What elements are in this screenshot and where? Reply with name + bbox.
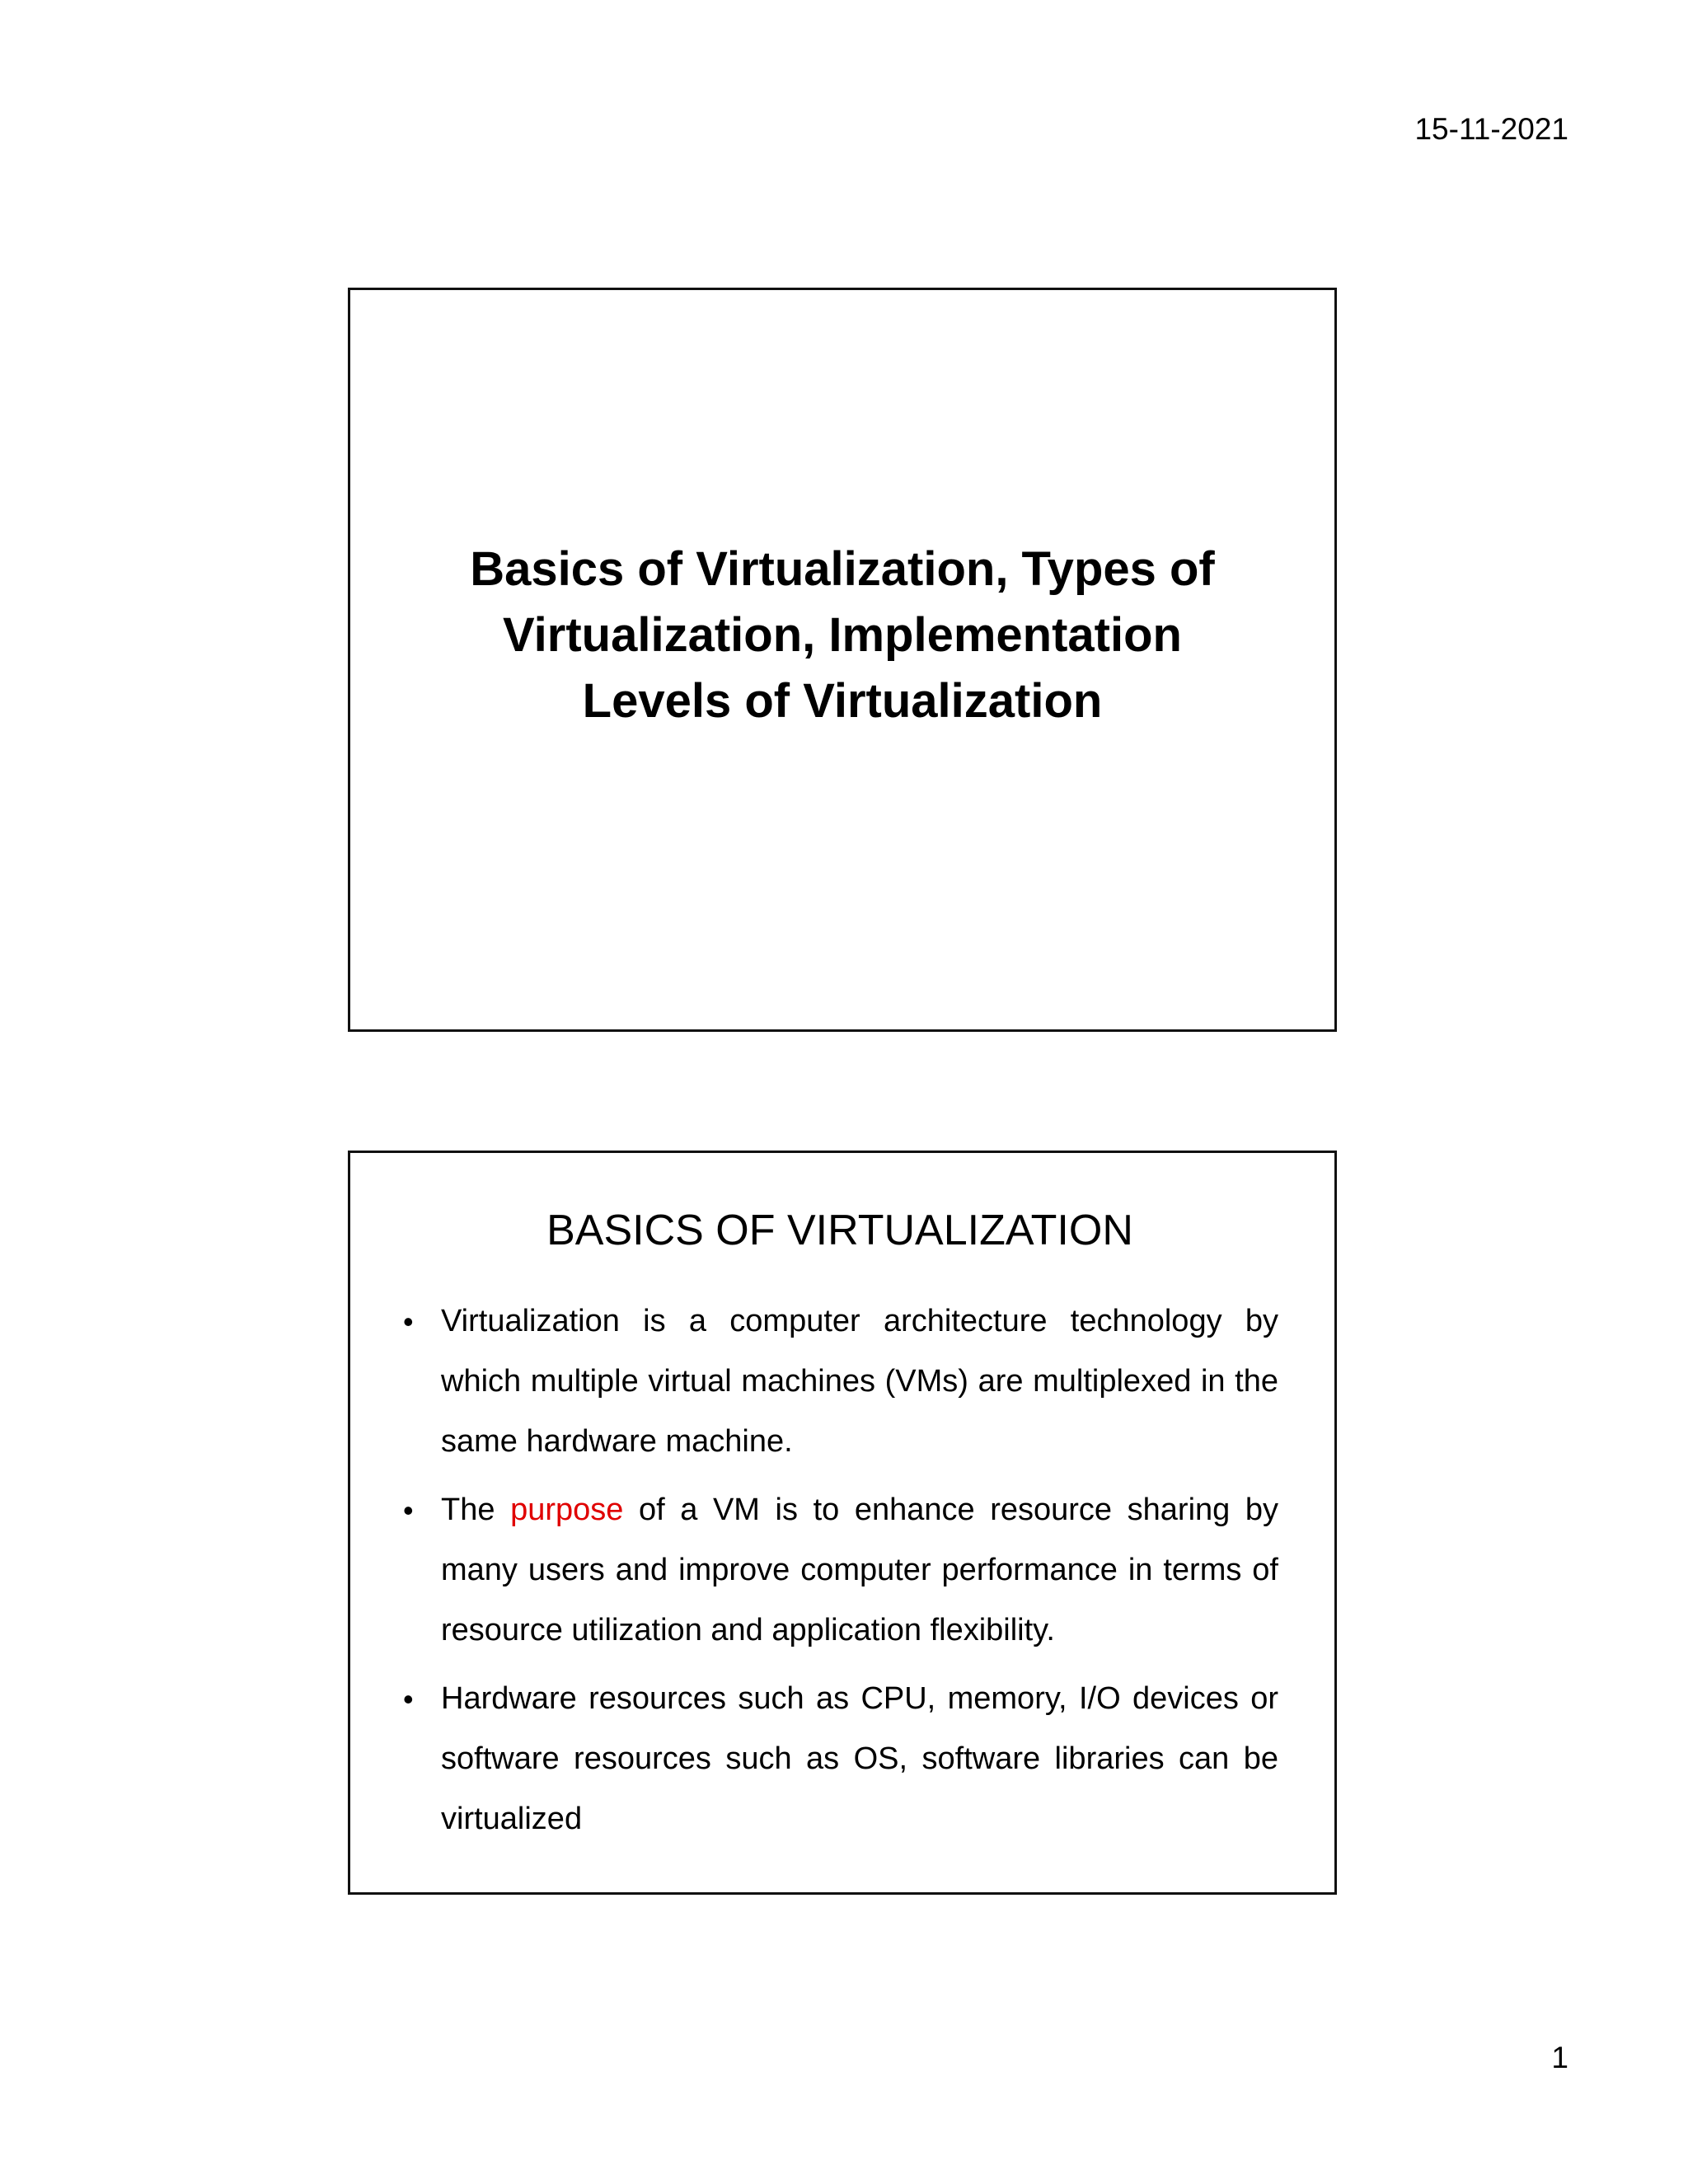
bullet-item [401,1480,1278,1661]
bullet-item [401,1291,1278,1472]
bullet-list [401,1291,1278,1849]
bullet-text: Virtualization is a computer architecture technology by which multiple virtual machines (VMs) are multiplexed in the same hardware machine. [441,1304,1278,1459]
bullet-text-before: The [441,1493,511,1527]
bullet-text-after: of a VM is to enhance resource sharing by many users and improve computer performance in terms of resource utilization and application flexibility. [441,1493,1278,1647]
bullet-icon: • [403,1305,414,1338]
highlighted-word: purpose [510,1493,624,1527]
slide-heading: BASICS OF VIRTUALIZATION [546,1207,1133,1254]
bullet-text: Hardware resources such as CPU, memory, I/O devices or software resources such as OS, software libraries can be virtualized [441,1681,1278,1836]
page-date: 15-11-2021 [1414,112,1568,146]
content-slide [348,1151,1337,1895]
slide-title: Basics of Virtualization, Types of Virtualization, Implementation Levels of Virtualization [470,541,1215,728]
bullet-icon: • [403,1493,414,1527]
bullet-icon: • [403,1682,414,1716]
bullet-text [441,1480,1278,1661]
page-number: 1 [1551,2041,1568,2074]
bullet-item [401,1669,1278,1849]
title-slide [348,288,1337,1032]
